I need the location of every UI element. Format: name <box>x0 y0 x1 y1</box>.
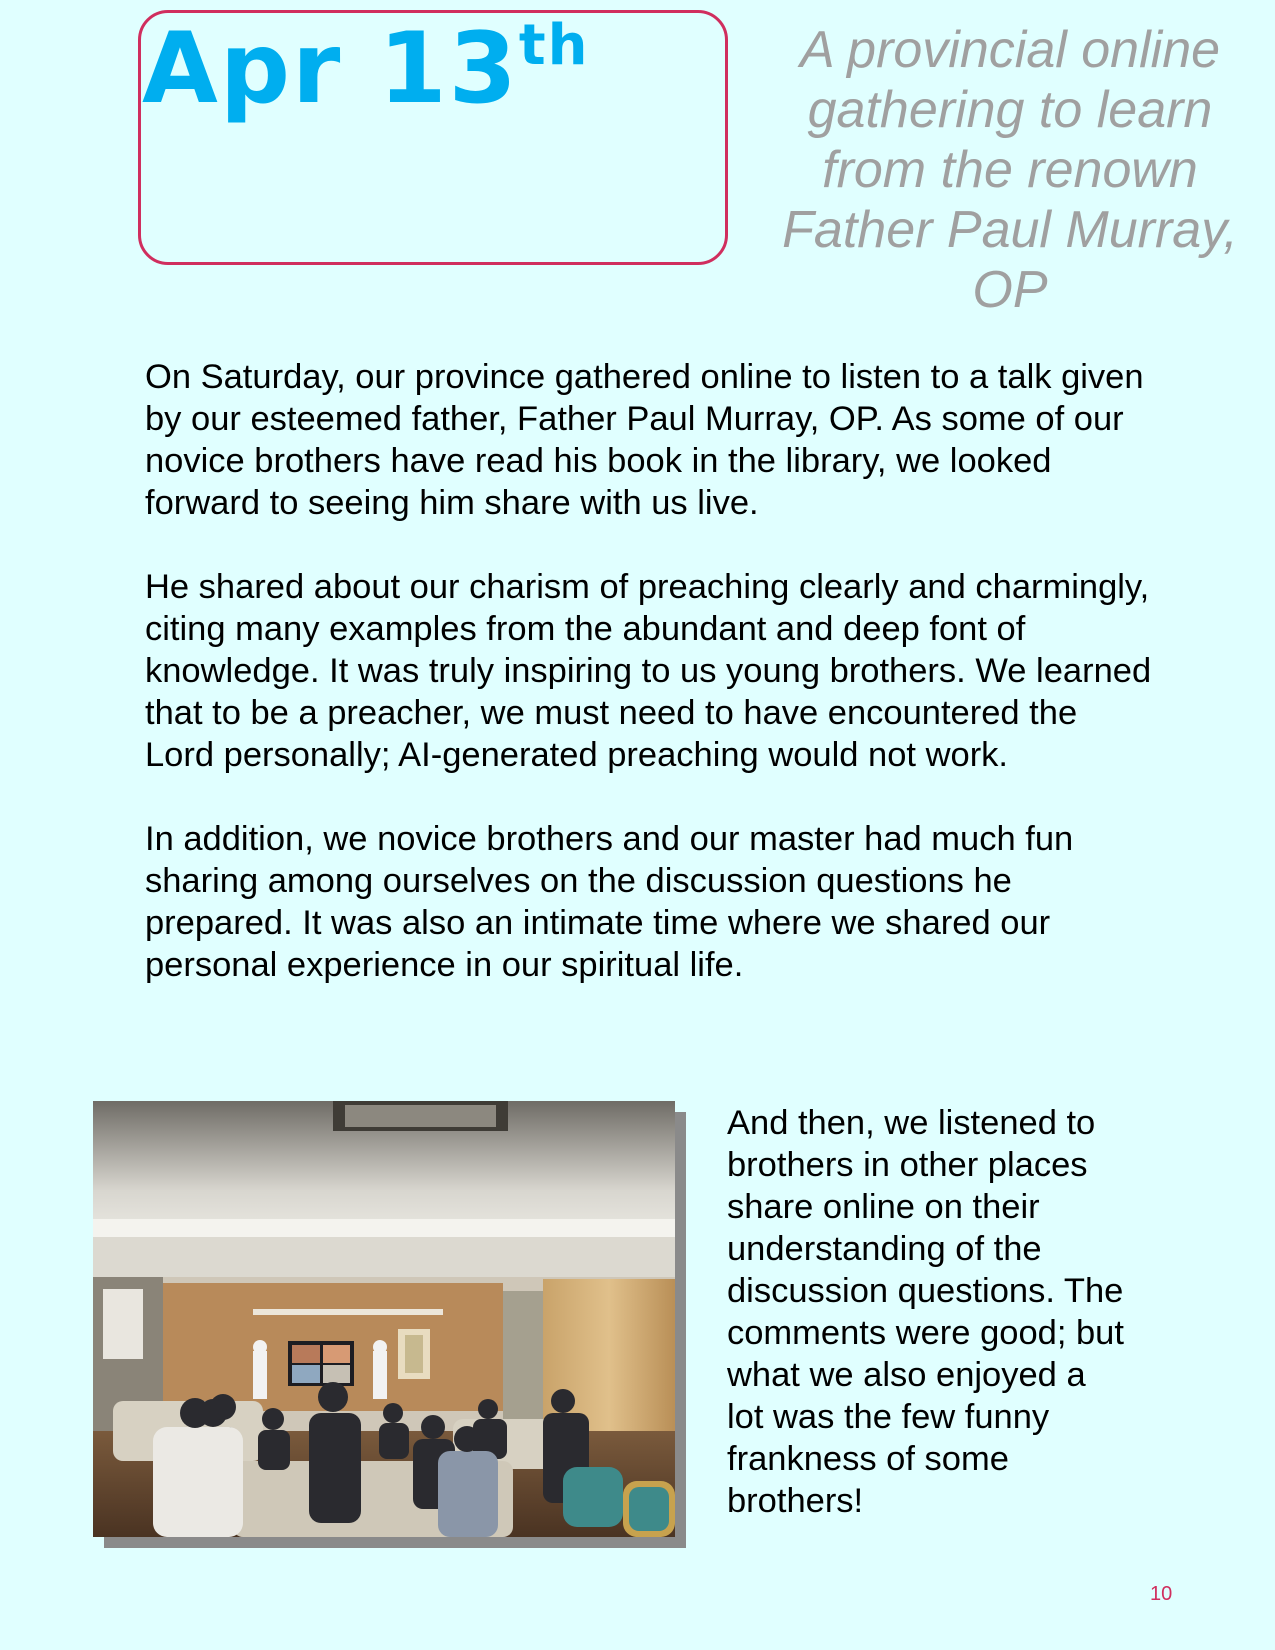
side-paragraph: And then, we listened to brothers in other places share online on their understanding of the discussion questions. The comments were good; but what we also enjoyed a lot was the few funny frankness of some brothers! <box>727 1104 1124 1520</box>
date-main: Apr 13 <box>142 12 519 126</box>
event-date <box>142 14 589 124</box>
date-suffix: th <box>518 13 590 78</box>
paragraph-3: In addition, we novice brothers and our master had much fun sharing among ourselves on the discussion questions he prepared. It was also an intimate time where we shared our personal experience in our spiritual life. <box>145 820 1074 984</box>
group-photo <box>93 1101 675 1537</box>
article-body <box>145 356 1155 1028</box>
article-subtitle: A provincial online gathering to learn from the renown Father Paul Murray, OP <box>782 21 1238 319</box>
paragraph-2: He shared about our charism of preaching clearly and charmingly, citing many examples from the abundant and deep font of knowledge. It was truly inspiring to us young brothers. We learned that to be a preacher, we must need to have encountered the Lord personally; AI-generated preaching would not work. <box>145 568 1152 774</box>
paragraph-1: On Saturday, our province gathered online to listen to a talk given by our esteemed father, Father Paul Murray, OP. As some of our novice brothers have read his book in the library, we looked forward to seeing him share with us live. <box>145 358 1144 522</box>
photo-illustration <box>93 1101 675 1537</box>
page-number: 10 <box>1150 1583 1173 1605</box>
